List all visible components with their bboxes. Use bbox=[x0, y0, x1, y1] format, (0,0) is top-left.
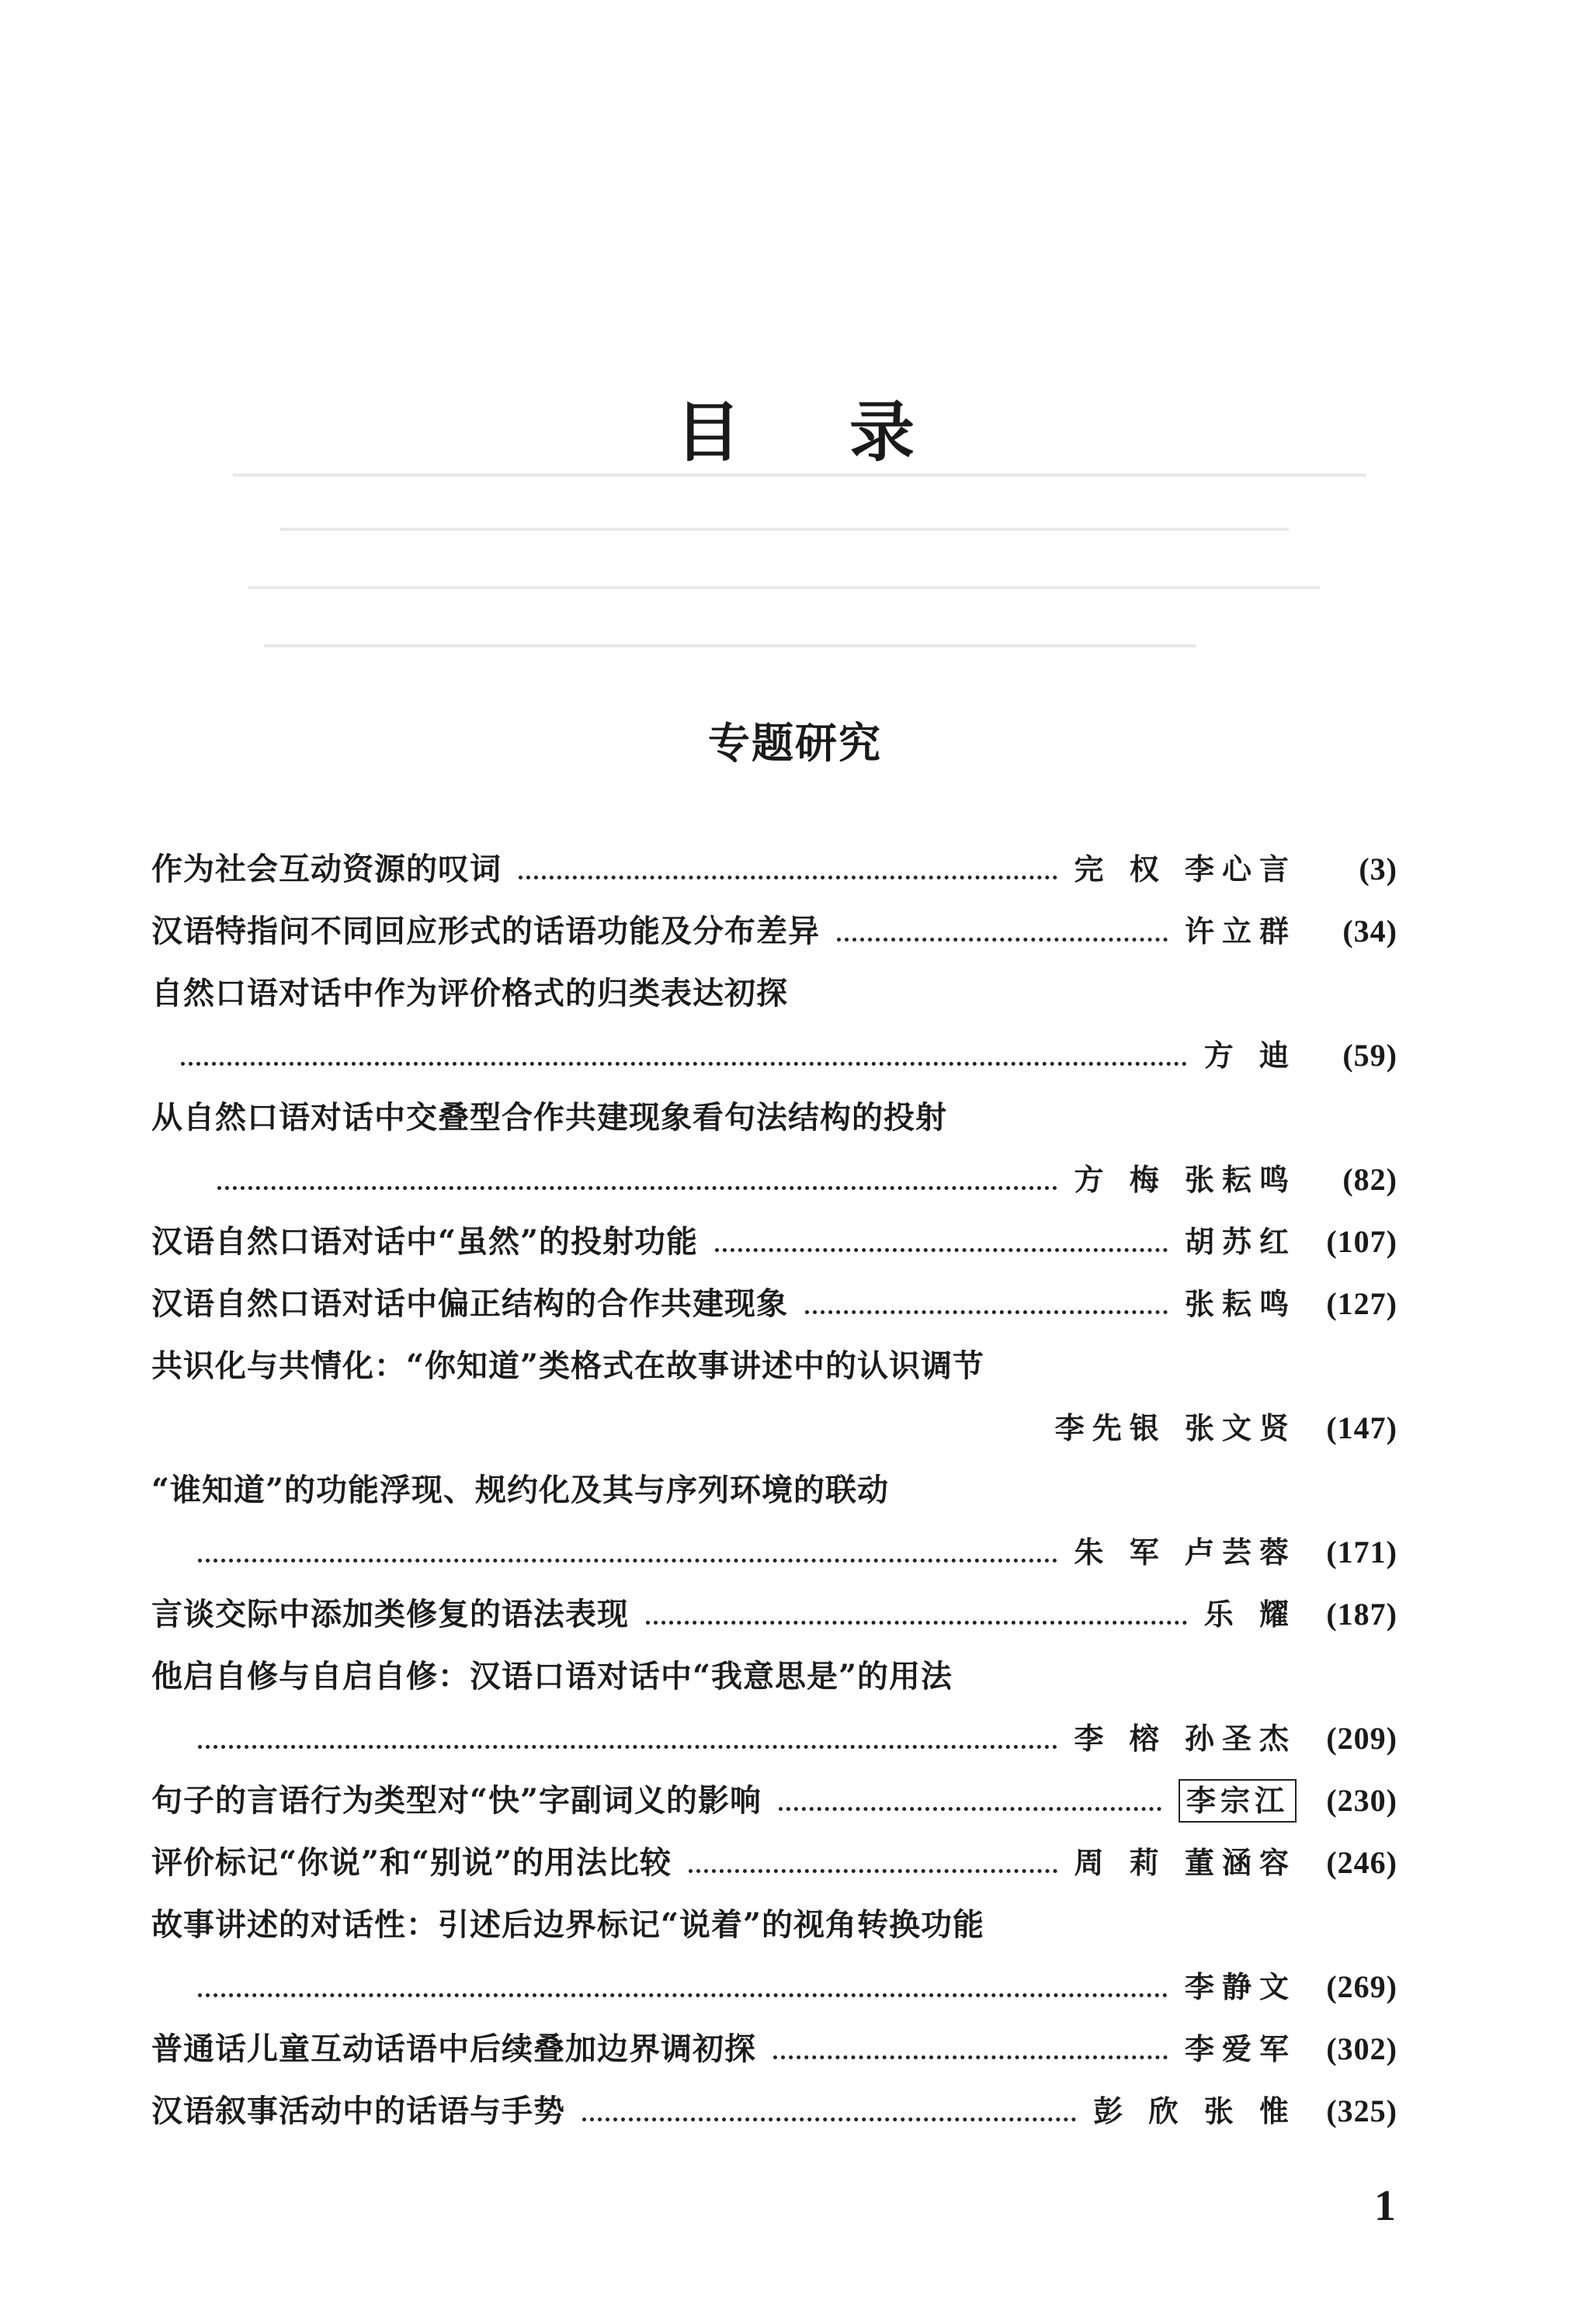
entry-authors: 李 榕 孙圣杰 bbox=[1074, 1721, 1297, 1756]
entry-authors: 方 梅 张耘鸣 bbox=[1074, 1162, 1297, 1197]
entry-authors: 胡苏红 bbox=[1184, 1224, 1297, 1259]
toc-entry[interactable] bbox=[151, 963, 1397, 1025]
dot-leader bbox=[181, 1062, 1187, 1066]
entry-authors: 乐 耀 bbox=[1203, 1597, 1297, 1632]
toc-entry[interactable] bbox=[151, 900, 1397, 963]
dot-leader bbox=[646, 1621, 1187, 1625]
toc-entry-continuation[interactable] bbox=[151, 1397, 1397, 1459]
entry-page: (246) bbox=[1326, 1845, 1397, 1880]
toc-entry[interactable] bbox=[151, 1335, 1397, 1397]
dot-leader bbox=[198, 1559, 1057, 1563]
entry-title: 汉语叙事活动中的话语与手势 bbox=[151, 2093, 565, 2129]
entry-page: (34) bbox=[1342, 914, 1397, 949]
page-title: 目录 bbox=[675, 394, 1023, 470]
dot-leader bbox=[582, 2118, 1076, 2121]
dot-leader bbox=[217, 1186, 1057, 1190]
entry-page: (209) bbox=[1326, 1721, 1397, 1756]
entry-title: 评价标记“你说”和“别说”的用法比较 bbox=[151, 1844, 672, 1881]
toc-entry-continuation[interactable] bbox=[151, 1521, 1397, 1583]
entry-authors: 彭 欣 张 惟 bbox=[1093, 2093, 1297, 2128]
entry-authors: 方 迪 bbox=[1203, 1038, 1297, 1073]
entry-page: (187) bbox=[1326, 1597, 1397, 1632]
entry-title: 汉语自然口语对话中偏正结构的合作共建现象 bbox=[151, 1285, 788, 1322]
entry-title: 共识化与共情化：“你知道”类格式在故事讲述中的认识调节 bbox=[151, 1348, 985, 1384]
dot-leader bbox=[198, 1993, 1168, 1997]
entry-page: (107) bbox=[1326, 1224, 1397, 1259]
entry-authors: 朱 军 卢芸蓉 bbox=[1074, 1535, 1297, 1570]
show-through-line bbox=[248, 586, 1320, 589]
toc-entry[interactable] bbox=[151, 1273, 1397, 1335]
show-through-line bbox=[264, 644, 1196, 647]
toc-entry-continuation[interactable] bbox=[151, 1025, 1397, 1087]
toc-entry[interactable] bbox=[151, 1832, 1397, 1894]
entry-page: (325) bbox=[1326, 2093, 1397, 2128]
entry-title: 故事讲述的对话性：引述后边界标记“说着”的视角转换功能 bbox=[151, 1906, 985, 1943]
entry-page: (3) bbox=[1359, 852, 1397, 886]
toc-entry[interactable] bbox=[151, 1087, 1397, 1149]
dot-leader bbox=[837, 938, 1168, 942]
entry-page: (127) bbox=[1326, 1286, 1397, 1321]
dot-leader bbox=[198, 1745, 1057, 1749]
dot-leader bbox=[779, 1807, 1161, 1811]
entry-page: (82) bbox=[1342, 1162, 1397, 1197]
toc-entry[interactable] bbox=[151, 1459, 1397, 1521]
dot-leader bbox=[519, 876, 1057, 879]
dot-leader bbox=[805, 1310, 1168, 1314]
toc-entry[interactable] bbox=[151, 1894, 1397, 1956]
entry-title: 汉语特指问不同回应形式的话语功能及分布差异 bbox=[151, 913, 820, 949]
entry-page: (59) bbox=[1342, 1038, 1397, 1073]
entry-authors: 李爱军 bbox=[1184, 2031, 1297, 2066]
entry-authors: 张耘鸣 bbox=[1184, 1286, 1297, 1321]
entry-title: “谁知道”的功能浮现、规约化及其与序列环境的联动 bbox=[151, 1472, 890, 1508]
entry-page: (302) bbox=[1326, 2031, 1397, 2066]
entry-authors: 李静文 bbox=[1184, 1969, 1297, 2004]
dot-leader bbox=[715, 1248, 1168, 1252]
entry-authors-boxed: 李宗江 bbox=[1179, 1779, 1297, 1823]
entry-title: 从自然口语对话中交叠型合作共建现象看句法结构的投射 bbox=[151, 1099, 947, 1136]
toc-entry[interactable] bbox=[151, 1646, 1397, 1708]
entry-authors: 许立群 bbox=[1184, 914, 1297, 949]
entry-title: 自然口语对话中作为评价格式的归类表达初探 bbox=[151, 975, 788, 1011]
toc-entry[interactable] bbox=[151, 1583, 1397, 1646]
entry-page: (269) bbox=[1326, 1969, 1397, 2004]
show-through-line bbox=[279, 528, 1289, 531]
entry-title: 普通话儿童互动话语中后续叠加边界调初探 bbox=[151, 2031, 756, 2067]
entry-page: (171) bbox=[1326, 1535, 1397, 1570]
page-number: 1 bbox=[1374, 2182, 1396, 2230]
entry-title: 句子的言语行为类型对“快”字副词义的影响 bbox=[151, 1782, 762, 1819]
toc-entry[interactable] bbox=[151, 1770, 1397, 1832]
toc-entry-continuation[interactable] bbox=[151, 1708, 1397, 1770]
toc-entry-continuation[interactable] bbox=[151, 1149, 1397, 1211]
entry-title: 作为社会互动资源的叹词 bbox=[151, 851, 502, 887]
entry-page: (230) bbox=[1326, 1783, 1397, 1818]
entry-authors: 李先银 张文贤 bbox=[1054, 1410, 1297, 1445]
toc-entry[interactable] bbox=[151, 838, 1397, 900]
entry-title: 汉语自然口语对话中“虽然”的投射功能 bbox=[151, 1223, 699, 1260]
toc-entry[interactable] bbox=[151, 2080, 1397, 2142]
entry-page: (147) bbox=[1326, 1410, 1397, 1445]
entry-authors: 周 莉 董涵容 bbox=[1074, 1845, 1297, 1880]
toc-entry-continuation[interactable] bbox=[151, 1956, 1397, 2018]
section-heading: 专题研究 bbox=[708, 718, 882, 768]
entry-title: 言谈交际中添加类修复的语法表现 bbox=[151, 1596, 629, 1632]
toc-entry[interactable] bbox=[151, 2018, 1397, 2080]
table-of-contents bbox=[151, 838, 1397, 2142]
dot-leader bbox=[773, 2055, 1168, 2059]
toc-entry[interactable] bbox=[151, 1211, 1397, 1273]
entry-authors: 完 权 李心言 bbox=[1074, 852, 1297, 886]
dot-leader bbox=[689, 1869, 1057, 1873]
entry-title: 他启自修与自启自修：汉语口语对话中“我意思是”的用法 bbox=[151, 1658, 953, 1694]
